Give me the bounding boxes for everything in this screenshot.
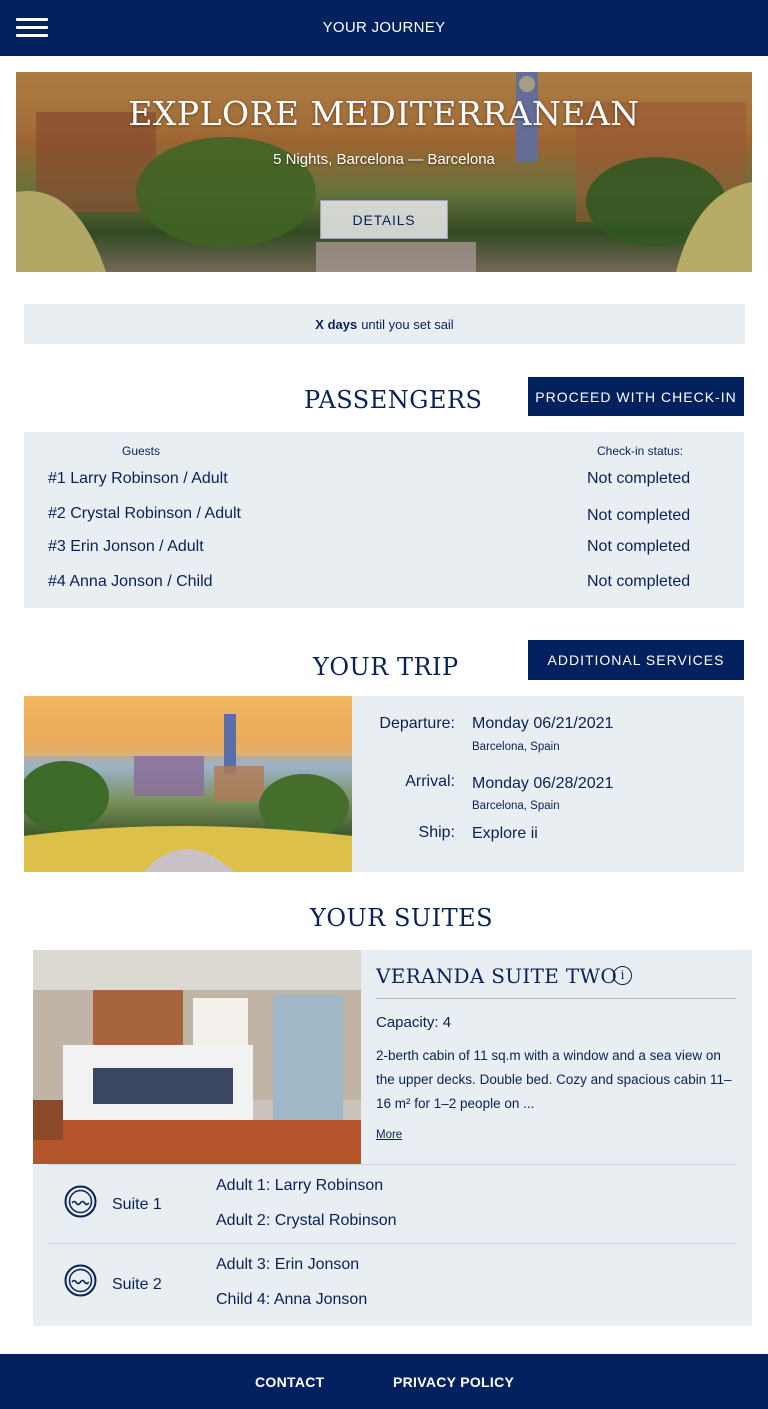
suite-card (33, 950, 752, 1326)
hero-title: EXPLORE MEDITERRANEAN (128, 94, 640, 133)
suite-name: VERANDA SUITE TWO (376, 964, 618, 988)
countdown-text: until you set sail (361, 316, 454, 332)
countdown-banner (24, 304, 745, 344)
hero-banner (16, 72, 752, 272)
proceed-checkin-button[interactable]: PROCEED WITH CHECK-IN (528, 377, 744, 416)
wave-icon (64, 1185, 97, 1218)
guests-header: Guests (122, 444, 161, 458)
details-button[interactable]: DETAILS (320, 200, 448, 239)
occupant: Adult 2: Crystal Robinson (216, 1212, 397, 1229)
departure-date: Monday 06/21/2021 (472, 715, 614, 732)
divider (48, 1243, 736, 1244)
occupant: Child 4: Anna Jonson (216, 1291, 368, 1308)
trip-title: YOUR TRIP (313, 653, 459, 681)
suite-image (33, 950, 361, 1164)
ship-label: Ship: (418, 824, 455, 841)
wave-icon (64, 1264, 97, 1297)
arrival-date: Monday 06/28/2021 (472, 775, 614, 792)
checkin-status: Not completed (587, 507, 691, 524)
trip-card (24, 696, 744, 872)
contact-link[interactable]: CONTACT (255, 1374, 325, 1390)
divider (48, 1164, 736, 1165)
info-icon[interactable]: i (613, 966, 632, 985)
departure-label: Departure: (379, 715, 455, 732)
suite-2-label: Suite 2 (112, 1276, 162, 1293)
passenger-name: #3 Erin Jonson / Adult (48, 538, 204, 555)
additional-services-button[interactable]: ADDITIONAL SERVICES (528, 640, 744, 680)
countdown-days: X days (315, 316, 358, 332)
arrival-label: Arrival: (405, 773, 455, 790)
suites-title: YOUR SUITES (310, 904, 494, 932)
hero-subtitle: 5 Nights, Barcelona — Barcelona (273, 151, 495, 168)
ship-name: Explore ii (472, 825, 538, 842)
departure-place: Barcelona, Spain (472, 741, 560, 753)
suite-capacity: Capacity: 4 (376, 1014, 452, 1031)
park-guell-illustration (24, 696, 352, 872)
occupant: Adult 1: Larry Robinson (216, 1177, 384, 1194)
occupant: Adult 3: Erin Jonson (216, 1256, 360, 1273)
checkin-status: Not completed (587, 573, 691, 590)
status-header: Check-in status: (597, 444, 684, 458)
passengers-title: PASSENGERS (304, 386, 483, 414)
privacy-policy-link[interactable]: PRIVACY POLICY (393, 1374, 515, 1390)
page-title: YOUR JOURNEY (322, 19, 446, 36)
checkin-status: Not completed (587, 538, 691, 555)
suite-1-label: Suite 1 (112, 1196, 162, 1213)
passengers-table (24, 432, 744, 608)
arrival-place: Barcelona, Spain (472, 800, 560, 812)
passenger-name: #2 Crystal Robinson / Adult (48, 505, 241, 522)
suite-description: 2-berth cabin of 11 sq.m with a window and a sea view on the upper decks. Double bed. Cozy and spacious cabin 11–16 m² for 1–2 people on ... (376, 1048, 732, 1111)
checkin-status: Not completed (587, 470, 691, 487)
more-link[interactable]: More (376, 1129, 403, 1141)
passenger-name: #4 Anna Jonson / Child (48, 573, 213, 590)
footer (0, 1354, 768, 1409)
cabin-illustration (33, 950, 361, 1164)
top-bar (0, 0, 768, 56)
suite-divider (376, 998, 736, 999)
trip-image (24, 696, 352, 872)
passenger-name: #1 Larry Robinson / Adult (48, 470, 228, 487)
